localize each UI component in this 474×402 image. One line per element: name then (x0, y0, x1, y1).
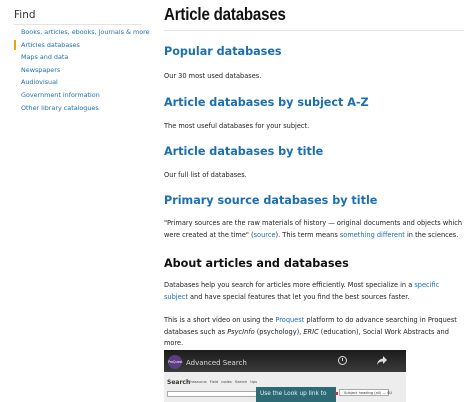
title-divider (164, 30, 464, 31)
sidebar-item-maps-and-data-link[interactable]: Maps and data (21, 53, 69, 62)
video-title[interactable]: Advanced Search (186, 359, 247, 367)
sidebar-item-audiovisual[interactable] (14, 76, 148, 89)
sidebar-divider (14, 24, 142, 25)
subject-az-heading[interactable] (164, 96, 369, 109)
popular-databases-link[interactable]: Popular databases (164, 45, 282, 58)
about-p1-text-1: Databases help you search for articles more efficiently. Most specialize in a (164, 281, 415, 289)
sidebar-title: Find (14, 9, 36, 21)
sidebar-item-other-catalogues-link[interactable]: Other library catalogues (21, 103, 99, 112)
primary-text-2: ). This term means (275, 230, 340, 239)
video-search-tabs: Thesaurus Field codes Search tips (188, 380, 257, 384)
video-frame (164, 372, 406, 402)
primary-text-1: "Primary sources are the raw materials of history — original documents and objects which were created at the time" ( (164, 219, 463, 239)
psycinfo-name: PsycInfo (227, 327, 255, 336)
channel-logo[interactable]: ProQuest (168, 355, 182, 369)
sidebar-item-newspapers-link[interactable]: Newspapers (21, 65, 61, 74)
something-different-link[interactable]: something different (339, 230, 405, 239)
eric-name: ERIC (303, 327, 319, 336)
popular-databases-text: Our 30 most used databases. (164, 72, 262, 80)
primary-source-link[interactable]: Primary source databases by title (164, 194, 378, 207)
sidebar-item-audiovisual-link[interactable]: Audiovisual (21, 78, 58, 87)
about-p1-text-2: and have special features that let you find the best sources faster. (187, 292, 410, 301)
sidebar-item-maps-and-data[interactable] (14, 51, 148, 64)
video-header (164, 350, 406, 372)
sidebar-item-books-link[interactable]: Books, articles, ebooks, journals & more (21, 28, 150, 36)
sidebar (0, 0, 150, 402)
sidebar-item-books[interactable] (14, 26, 148, 39)
about-heading: About articles and databases (164, 257, 349, 270)
video-player[interactable] (164, 350, 406, 402)
about-p2-text-2: platform to do advance searching in Proquest databases such as (164, 316, 457, 336)
about-p2-text-4: (education), Social Work Abstracts and more. (164, 327, 449, 347)
about-paragraph-1 (164, 280, 464, 303)
sidebar-item-other-catalogues[interactable] (14, 102, 148, 115)
primary-text-3: in the sciences. (404, 230, 459, 239)
about-paragraph-2 (164, 315, 464, 350)
primary-source-paragraph (164, 218, 464, 241)
watch-later-icon[interactable] (338, 356, 347, 365)
main-content (164, 0, 464, 402)
specific-subject-link[interactable]: specific subject (164, 281, 440, 301)
share-icon[interactable] (377, 356, 387, 365)
subject-az-link[interactable]: Article databases by subject A-Z (164, 96, 369, 109)
subject-az-text: The most useful databases for your subject. (164, 122, 310, 130)
by-title-heading[interactable] (164, 145, 323, 158)
about-p2-text-1: This is a short video on using the (164, 316, 276, 324)
sidebar-item-articles-databases[interactable] (14, 39, 148, 52)
by-title-text: Our full list of databases. (164, 171, 247, 179)
video-field-select: Subject heading (all) — SU (339, 389, 389, 396)
sidebar-nav (14, 26, 148, 114)
about-p2-text-3: (psychology), (254, 327, 304, 336)
sidebar-item-government-information-link[interactable]: Government information (21, 90, 100, 99)
primary-source-heading[interactable] (164, 194, 377, 207)
page-title: Article databases (164, 4, 286, 24)
sidebar-item-newspapers[interactable] (14, 64, 148, 77)
video-caption-overlay: Use the Look up link to (256, 387, 336, 402)
popular-databases-heading[interactable] (164, 45, 282, 58)
proquest-link[interactable]: Proquest (275, 316, 305, 324)
video-search-label: Search (167, 379, 191, 386)
by-title-link[interactable]: Article databases by title (164, 145, 324, 158)
sidebar-item-government-information[interactable] (14, 89, 148, 102)
source-link[interactable]: source (253, 230, 276, 239)
sidebar-item-articles-databases-link[interactable]: Articles databases (21, 40, 80, 49)
